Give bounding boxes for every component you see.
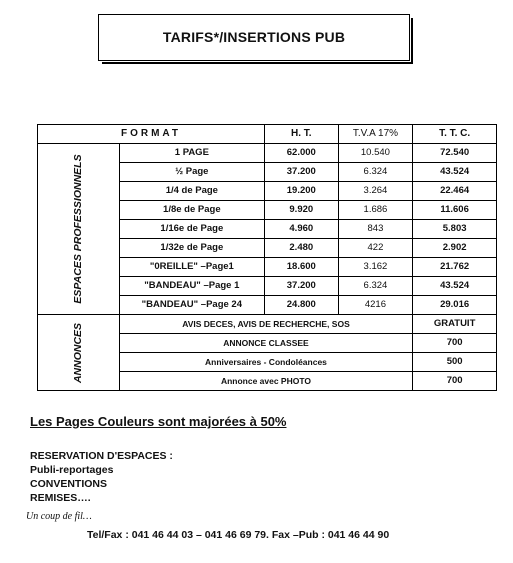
coup-de-fil-text: Un coup de fil…: [26, 511, 92, 522]
title-box: [98, 14, 410, 61]
reservation-item: CONVENTIONS: [30, 478, 108, 490]
section-annonces: [38, 315, 120, 391]
format-cell: 1/8e de Page: [119, 201, 264, 220]
color-surcharge-note: Les Pages Couleurs sont majorées à 50%: [30, 414, 287, 429]
ttc-cell: 72.540: [413, 144, 497, 163]
format-cell: ½ Page: [119, 163, 264, 182]
reservation-item: REMISES….: [30, 492, 91, 504]
tva-cell: 6.324: [338, 163, 413, 182]
reservation-block: [30, 449, 173, 505]
reservation-item: Publi-reportages: [30, 464, 114, 476]
format-cell: "BANDEAU" –Page 24: [119, 296, 264, 315]
format-cell: 1/32e de Page: [119, 239, 264, 258]
section-espaces-professionnels: [38, 144, 120, 315]
format-cell: 1/4 de Page: [119, 182, 264, 201]
ht-cell: 62.000: [264, 144, 338, 163]
ht-cell: 2.480: [264, 239, 338, 258]
header-tva: T.V.A 17%: [338, 125, 413, 144]
ht-cell: 9.920: [264, 201, 338, 220]
annonce-value: 500: [413, 353, 497, 372]
format-cell: "BANDEAU" –Page 1: [119, 277, 264, 296]
tva-cell: 4216: [338, 296, 413, 315]
ttc-cell: 21.762: [413, 258, 497, 277]
tva-cell: 422: [338, 239, 413, 258]
contact-phone: Tel/Fax : 041 46 44 03 – 041 46 69 79. Fax –Pub : 041 46 44 90: [87, 529, 390, 541]
ttc-cell: 5.803: [413, 220, 497, 239]
tva-cell: 3.162: [338, 258, 413, 277]
annonce-label: Anniversaires - Condoléances: [119, 353, 413, 372]
ht-cell: 24.800: [264, 296, 338, 315]
tva-cell: 6.324: [338, 277, 413, 296]
tva-cell: 3.264: [338, 182, 413, 201]
page-title: TARIFS*/INSERTIONS PUB: [162, 29, 346, 45]
annonce-value: 700: [413, 334, 497, 353]
table-row: [38, 315, 497, 334]
ttc-cell: 22.464: [413, 182, 497, 201]
ttc-cell: 43.524: [413, 163, 497, 182]
ttc-cell: 43.524: [413, 277, 497, 296]
annonce-value: 700: [413, 372, 497, 391]
ttc-cell: 11.606: [413, 201, 497, 220]
table-row: [38, 144, 497, 163]
ht-cell: 37.200: [264, 163, 338, 182]
header-ttc: T. T. C.: [413, 125, 497, 144]
format-cell: 1 PAGE: [119, 144, 264, 163]
ttc-cell: 29.016: [413, 296, 497, 315]
tarifs-table: [37, 124, 497, 391]
section-label: ESPACES PROFESSIONNELS: [72, 154, 85, 304]
ht-cell: 18.600: [264, 258, 338, 277]
ht-cell: 37.200: [264, 277, 338, 296]
annonce-label: Annonce avec PHOTO: [119, 372, 413, 391]
format-cell: "0REILLE" –Page1: [119, 258, 264, 277]
header-ht: H. T.: [264, 125, 338, 144]
tva-cell: 1.686: [338, 201, 413, 220]
annonce-label: AVIS DECES, AVIS DE RECHERCHE, SOS: [119, 315, 413, 334]
tva-cell: 10.540: [338, 144, 413, 163]
table-header-row: [38, 125, 497, 144]
ht-cell: 4.960: [264, 220, 338, 239]
ttc-cell: 2.902: [413, 239, 497, 258]
annonce-value: GRATUIT: [413, 315, 497, 334]
annonce-label: ANNONCE CLASSEE: [119, 334, 413, 353]
reservation-heading: RESERVATION D'ESPACES :: [30, 450, 173, 462]
ht-cell: 19.200: [264, 182, 338, 201]
section-label: ANNONCES: [72, 322, 85, 383]
header-format: FORMAT: [38, 125, 265, 144]
format-cell: 1/16e de Page: [119, 220, 264, 239]
tva-cell: 843: [338, 220, 413, 239]
